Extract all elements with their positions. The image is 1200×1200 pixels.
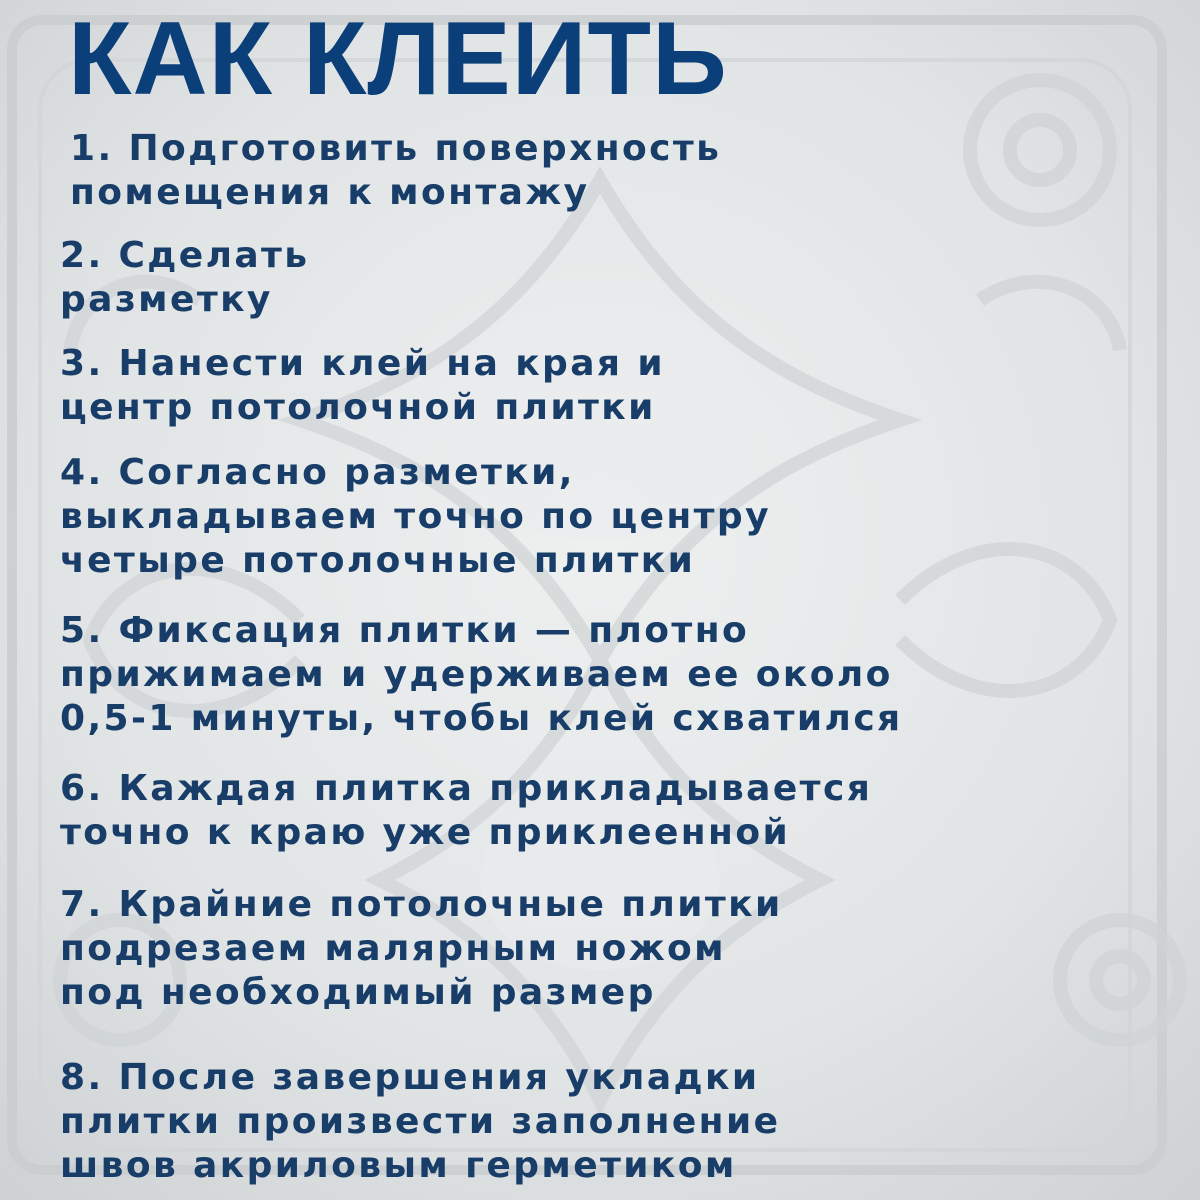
step-line: 1. Подготовить поверхность: [70, 128, 722, 169]
step-line: выкладываем точно по центру: [60, 496, 771, 537]
step-line: четыре потолочные плитки: [60, 540, 696, 581]
step-line: 6. Каждая плитка прикладывается: [60, 768, 873, 809]
step-line: центр потолочной плитки: [60, 387, 656, 428]
step-line: помещения к монтажу: [70, 172, 590, 213]
step-line: 7. Крайние потолочные плитки: [60, 884, 783, 925]
step-line: 0,5-1 минуты, чтобы клей схватился: [60, 698, 903, 739]
step-line: 8. После завершения укладки: [60, 1057, 760, 1098]
step-line: подрезаем малярным ножом: [60, 928, 726, 969]
step-line: 3. Нанести клей на края и: [60, 343, 665, 384]
step-6: [60, 767, 872, 855]
step-4: [60, 451, 771, 583]
step-7: [60, 883, 783, 1015]
step-8: [60, 1056, 780, 1188]
step-line: 2. Сделать: [60, 235, 310, 276]
step-line: 4. Согласно разметки,: [60, 452, 575, 493]
step-line: швов акриловым герметиком: [60, 1145, 737, 1186]
step-line: под необходимый размер: [60, 972, 656, 1013]
step-line: прижимаем и удерживаем ее около: [60, 654, 893, 695]
step-2: [60, 234, 309, 322]
step-5: [60, 609, 903, 741]
step-3: [60, 342, 665, 430]
step-line: плитки произвести заполнение: [60, 1101, 781, 1142]
step-1: [70, 127, 721, 215]
step-line: 5. Фиксация плитки — плотно: [60, 610, 750, 651]
step-line: разметку: [60, 279, 273, 320]
step-line: точно к краю уже приклеенной: [60, 812, 791, 853]
page-title: КАК КЛЕИТЬ: [68, 1, 728, 117]
